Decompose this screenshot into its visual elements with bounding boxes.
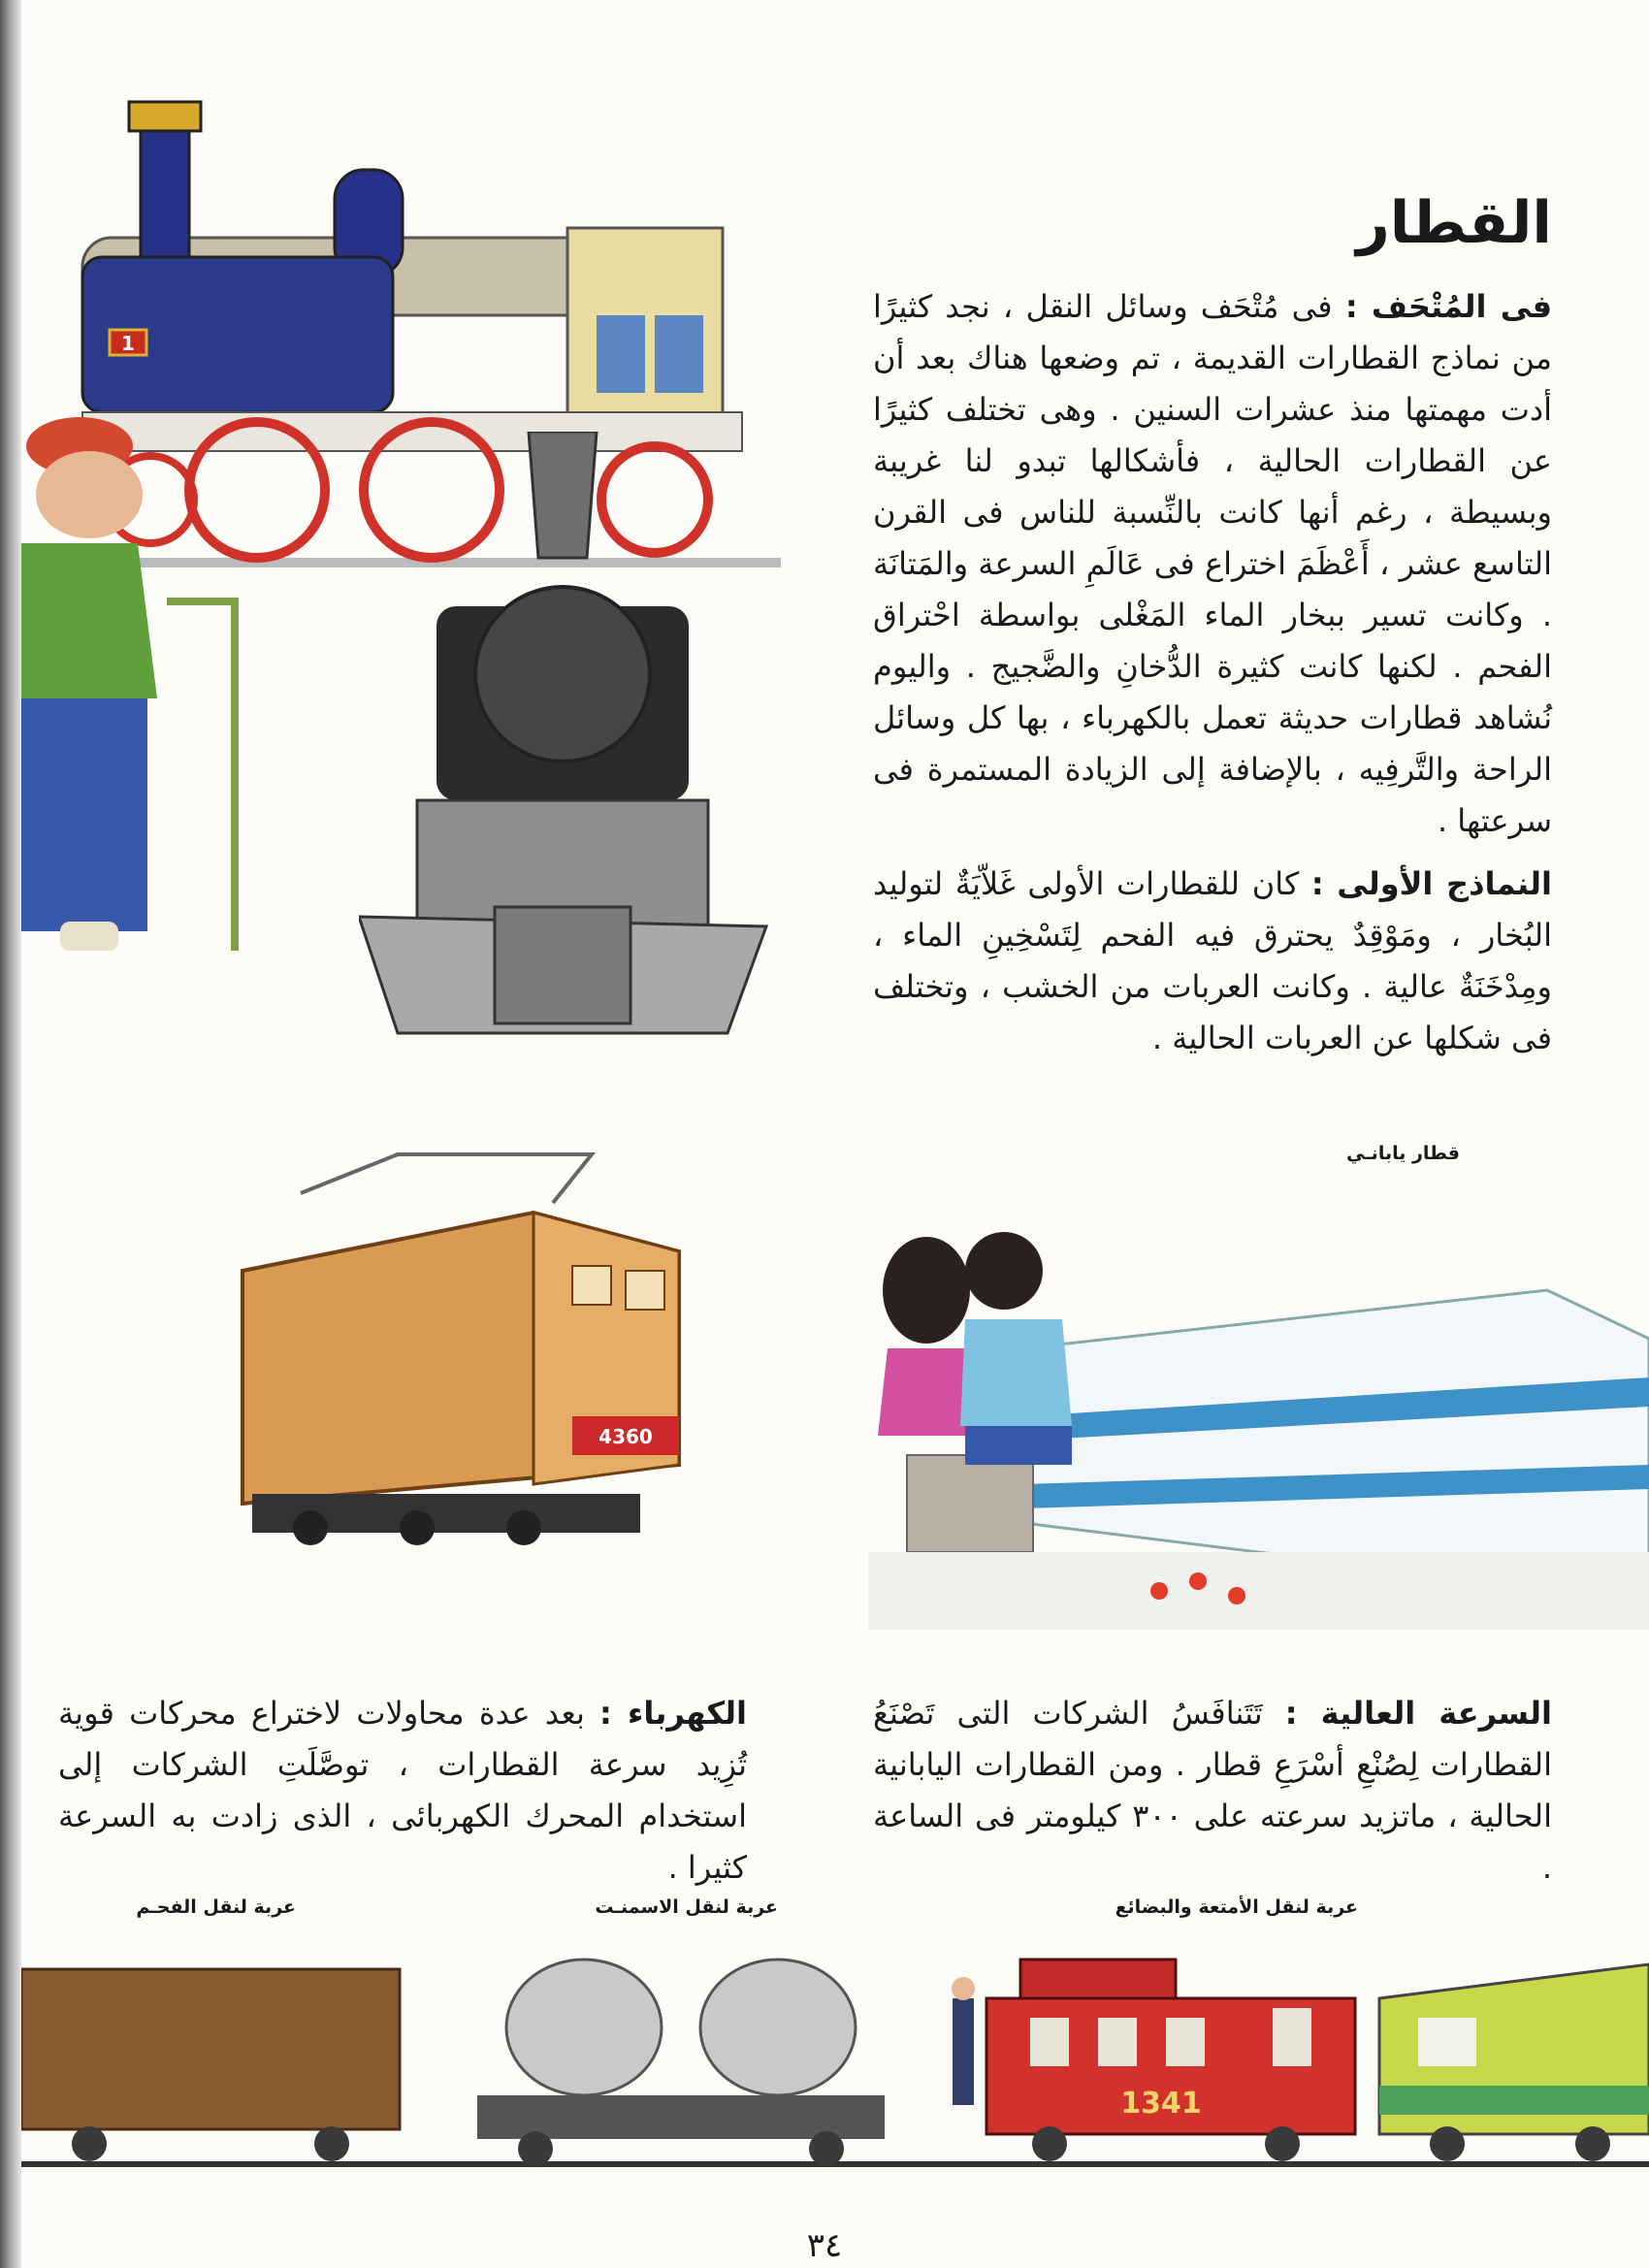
boy-illustration [21,407,244,970]
page-title: القطار [1356,189,1552,257]
early-models-heading: النماذج الأولى : [1310,865,1553,902]
caboose-number-text: 1341 [1120,2087,1202,2121]
electricity-paragraph [58,1688,747,1894]
electricity-body: بعد عدة محاولات لاختراع محركات قوية تُزِيد سرعة القطارات ، توصَّلَتِ الشركات إلى استخدام المحرك الكهربائى ، الذى زادت به السرعة كثيرا . [58,1695,747,1886]
freight-train-illustration [21,1940,1649,2178]
museum-body: فى مُتْحَف وسائل النقل ، نجد كثيرًا من نماذج القطارات القديمة ، تم وضعها هناك بعد أن أدت مهمتها منذ عشرات السنين . وهى تختلف كثيرًا عن القطارات الحالية ، فأشكالها تبدو لنا غريبة وبسيطة ، رغم أنها كانت بالنِّسبة للناس فى القرن التاسع عشر ، أَعْظَمَ اختراع فى عَالَمِ السرعة والمَتانَة . وكانت تسير ببخار الماء المَغْلى بواسطة احْتراق الفحم . لكنها كانت كثيرة الدُّخانِ والضَّجيج . واليوم نُشاهد قطارات حديثة تعمل بالكهرباء ، بها كل وسائل الراحة والتَّرفِيه ، بالإضافة إلى الزيادة المستمرة فى سرعتها . [873,288,1552,839]
japanese-train-caption: قطار يابانـي [1345,1143,1460,1164]
early-models-paragraph [873,859,1552,1064]
high-speed-paragraph [873,1688,1552,1894]
steam-locomotive-front-illustration [359,432,795,1043]
book-spine-shadow [0,0,21,2268]
goods-wagon-caption: عربة لنقل الأمتعة والبضائع [1115,1896,1358,1918]
electricity-heading: الكهرباء : [599,1695,748,1732]
electric-locomotive-illustration [165,1135,786,1562]
early-models-body: كان للقطارات الأولى غَلاّيَةٌ لتوليد البُخار ، ومَوْقِدٌ يحترق فيه الفحم لِتَسْخِينِ الماء ، ومِدْخَنَةٌ عالية . وكانت العربات من الخشب ، وتختلف فى شكلها عن العربات الحالية . [873,865,1552,1056]
page-number: ٣٤ [806,2226,843,2265]
museum-heading: فى المُتْحَف : [1344,288,1553,325]
japanese-train-illustration [868,1232,1649,1630]
museum-paragraph [873,281,1552,847]
cement-wagon-caption: عربة لنقل الاسمنـت [595,1896,778,1918]
high-speed-heading: السرعة العالية : [1284,1695,1553,1732]
electric-plate-text: 4360 [598,1425,653,1448]
high-speed-body: تَتَنافَسُ الشركات التى تَصْنَعُ القطارات لِصُنْعِ أسْرَعِ قطار . ومن القطارات اليابانية الحالية ، ماتزيد سرعته على ٣٠٠ كيلومتر فى الساعة . [873,1695,1553,1886]
loco-plate-text: 1 [121,332,135,355]
coal-wagon-body [21,1969,400,2129]
coal-wagon-caption: عربة لنقل الفحـم [136,1896,296,1918]
